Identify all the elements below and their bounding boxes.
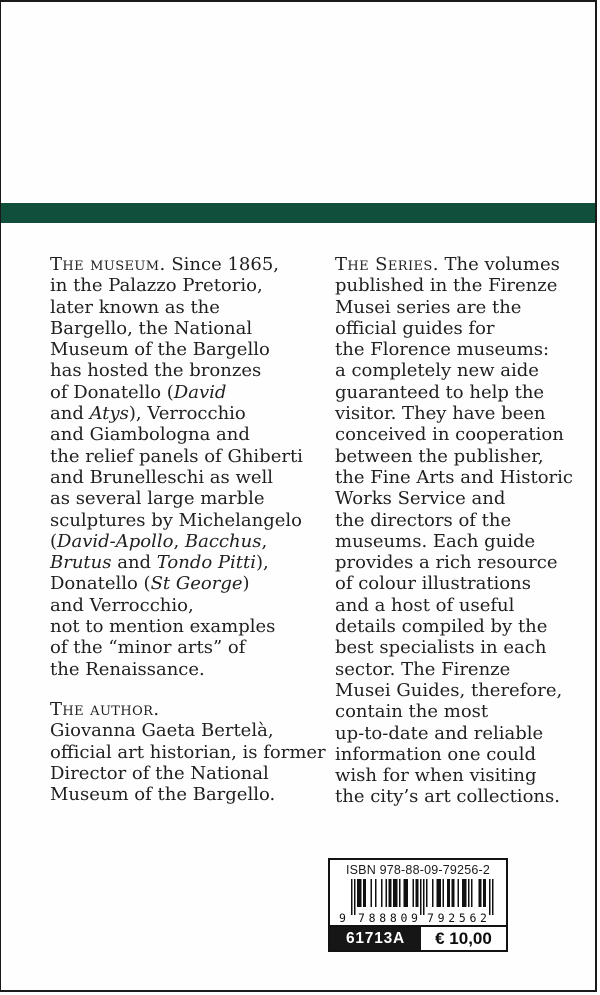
- series-paragraph: The Series. The volumes published in the Firenze Musei series are the official guides for the Florence museums: a completely new aide guaranteed to help the visitor. They have been conceived in cooperation between the publisher, the Fine Arts and Historic Works Service and the directors of the museums. Each guide provides a rich resource of colour illustrations and a host of useful details compiled by the best specialists in each sector. The Firenze Musei Guides, therefore, contain the most up-to-date and reliable information one could wish for when visiting the city’s art collections.: [335, 254, 573, 808]
- barcode-digit-first: 9: [339, 911, 346, 925]
- isbn-text: ISBN 978-88-09-79256-2: [345, 863, 491, 877]
- museum-paragraph: The museum. Since 1865, in the Palazzo Pretorio, later known as the Bargello, the National Museum of the Bargello has hosted the bronzes of Donatello (David and Atys), Verrocchio and Giambologna and the relief panels of Ghiberti and Brunelleschi as well as several large marble sculptures by Michelangelo (David-Apollo, Bacchus, Brutus and Tondo Pitti), Donatello (St George) and Verrocchio, not to mention examples of the “minor arts” of the Renaissance.: [50, 254, 303, 680]
- green-band: [1, 203, 595, 223]
- edition-code: 61713A: [330, 927, 421, 950]
- barcode-digits-left: 7 8 8 8 0 9: [358, 911, 418, 925]
- price-value: € 10,00: [421, 927, 506, 950]
- barcode-digits-right: 7 9 2 5 6 2: [427, 911, 487, 925]
- isbn-price-label: [328, 858, 508, 952]
- ean13-barcode: [330, 879, 506, 926]
- barcode-bars-icon: [351, 879, 494, 915]
- author-paragraph: The author. Giovanna Gaeta Bertelà, official art historian, is former Director of the National Museum of the Bargello.: [50, 699, 326, 806]
- price-row: [330, 925, 506, 950]
